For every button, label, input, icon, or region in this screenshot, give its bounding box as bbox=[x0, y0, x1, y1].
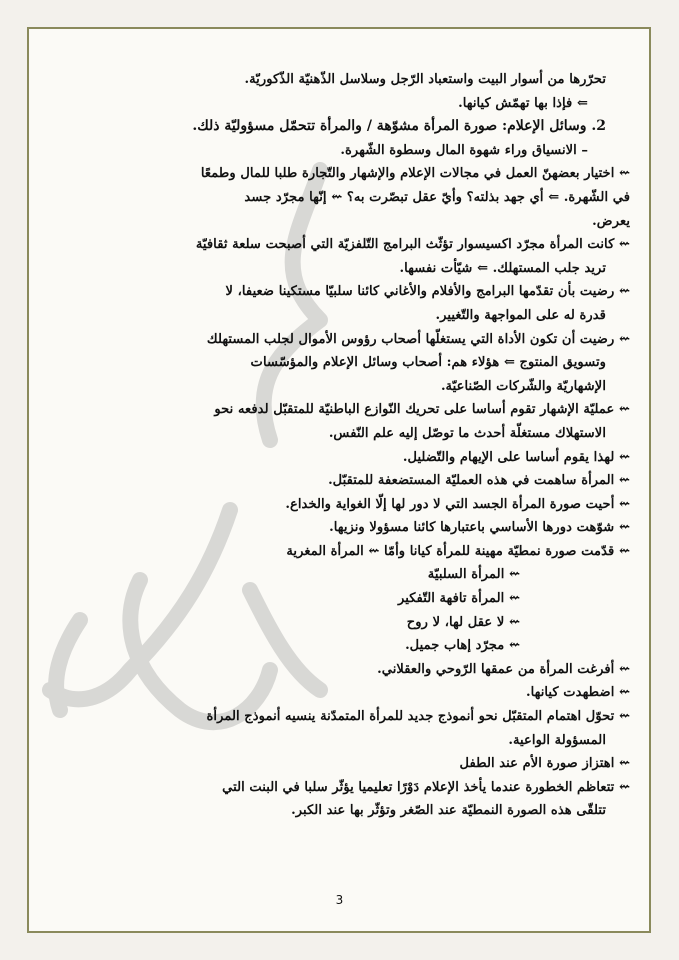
text-line: الإشهاريّة والشّركات الصّناعيّة. bbox=[440, 378, 606, 394]
text-line: ⇜ شوّهت دورها الأساسي باعتبارها كائنا مسؤولا ونزيها. bbox=[329, 520, 630, 536]
text-line: ⇜ قدّمت صورة نمطيّة مهينة للمرأة كيانا وأمّا ⇜ المرأة المغرية bbox=[286, 543, 630, 559]
text-line: ⇜ لا عقل لها، لا روح bbox=[406, 614, 520, 630]
text-line: قدرة له على المواجهة والتّغيير. bbox=[435, 307, 606, 323]
text-line: ⇜ تتعاظم الخطورة عندما يأخذ الإعلام دَوْرًا تعليميا يؤثّر سلبا في البنت التي bbox=[222, 779, 630, 795]
text-line: تحرّرها من أسوار البيت واستعباد الرّجل وسلاسل الذّهنيّة الذّكوريّة. bbox=[244, 72, 606, 87]
text-line: ⇜ لهذا يقوم أساسا على الإيهام والتّضليل. bbox=[402, 449, 630, 465]
text-line: ⇜ كانت المرأة مجرّد اكسيسوار تؤثّث البرامج التّلفزيّة التي أصبحت سلعة ثقافيّة bbox=[195, 237, 630, 253]
text-line: ⇜ أحيت صورة المرأة الجسد التي لا دور لها إلّا الغواية والخداع. bbox=[285, 496, 630, 512]
text-line: ⇜ مجرّد إهاب جميل. bbox=[405, 638, 520, 654]
text-line: في الشّهرة. ⇐ أي جهد بذلته؟ وأيّ عقل تبصّرت به؟ ⇜ إنّها مجرّد جسد bbox=[244, 189, 630, 205]
page-number: 3 bbox=[335, 893, 344, 907]
text-line: – الانسياق وراء شهوة المال وسطوة الشّهرة. bbox=[340, 142, 588, 158]
text-line: ⇜ عمليّة الإشهار تقوم أساسا على تحريك النّوازع الباطنيّة للمتقبّل لدفعه نحو bbox=[214, 402, 630, 418]
text-line: وتسويق المنتوج ⇐ هؤلاء هم: أصحاب وسائل الإعلام والمؤسّسات bbox=[250, 355, 606, 371]
text-line: ⇜ رضيت بأن تقدّمها البرامج والأفلام والأغاني كائنا سلبيّا مستكينا ضعيفا، لا bbox=[225, 284, 630, 300]
text-line: تريد جلب المستهلك. ⇐ شيّأت نفسها. bbox=[399, 260, 606, 276]
text-line: ⇜ رضيت أن تكون الأداة التي يستغلّها أصحاب رؤوس الأموال لجلب المستهلك bbox=[206, 331, 630, 347]
text-line: ⇜ اضطهدت كيانها. bbox=[526, 685, 630, 701]
text-line: الاستهلاك مستغلّة أحدث ما توصّل إليه علم النّفس. bbox=[328, 425, 606, 441]
text-line: ⇜ أفرغت المرأة من عمقها الرّوحي والعقلاني. bbox=[377, 661, 630, 677]
section-heading: 2. وسائل الإعلام: صورة المرأة مشوّهة / والمرأة تتحمّل مسؤوليّة ذلك. bbox=[192, 118, 606, 135]
text-line: ⇜ اختيار بعضهنّ العمل في مجالات الإعلام والإشهار والتّجارة طلبا للمال وطمعًا bbox=[200, 166, 630, 182]
text-line: ⇜ تحوّل اهتمام المتقبّل نحو أنموذج جديد للمرأة المتمدّنة ينسيه أنموذج المرأة bbox=[206, 709, 630, 725]
text-line: المسؤولة الواعية. bbox=[508, 732, 606, 748]
text-line: تتلقّى هذه الصورة النمطيّة عند الصّغر وتؤثّر بها عند الكبر. bbox=[291, 803, 606, 819]
text-line: ⇐ فإذا بها تهمّش كيانها. bbox=[458, 95, 588, 111]
text-line: ⇜ المرأة ساهمت في هذه العمليّة المستضعفة للمتقبّل. bbox=[328, 473, 630, 489]
text-line: ⇜ المرأة السلبيّة bbox=[427, 567, 520, 583]
document-body bbox=[55, 68, 630, 823]
text-line: يعرض. bbox=[592, 213, 630, 229]
text-line: ⇜ اهتزاز صورة الأم عند الطفل bbox=[459, 756, 630, 772]
text-line: ⇜ المرأة تافهة التّفكير bbox=[398, 591, 520, 607]
